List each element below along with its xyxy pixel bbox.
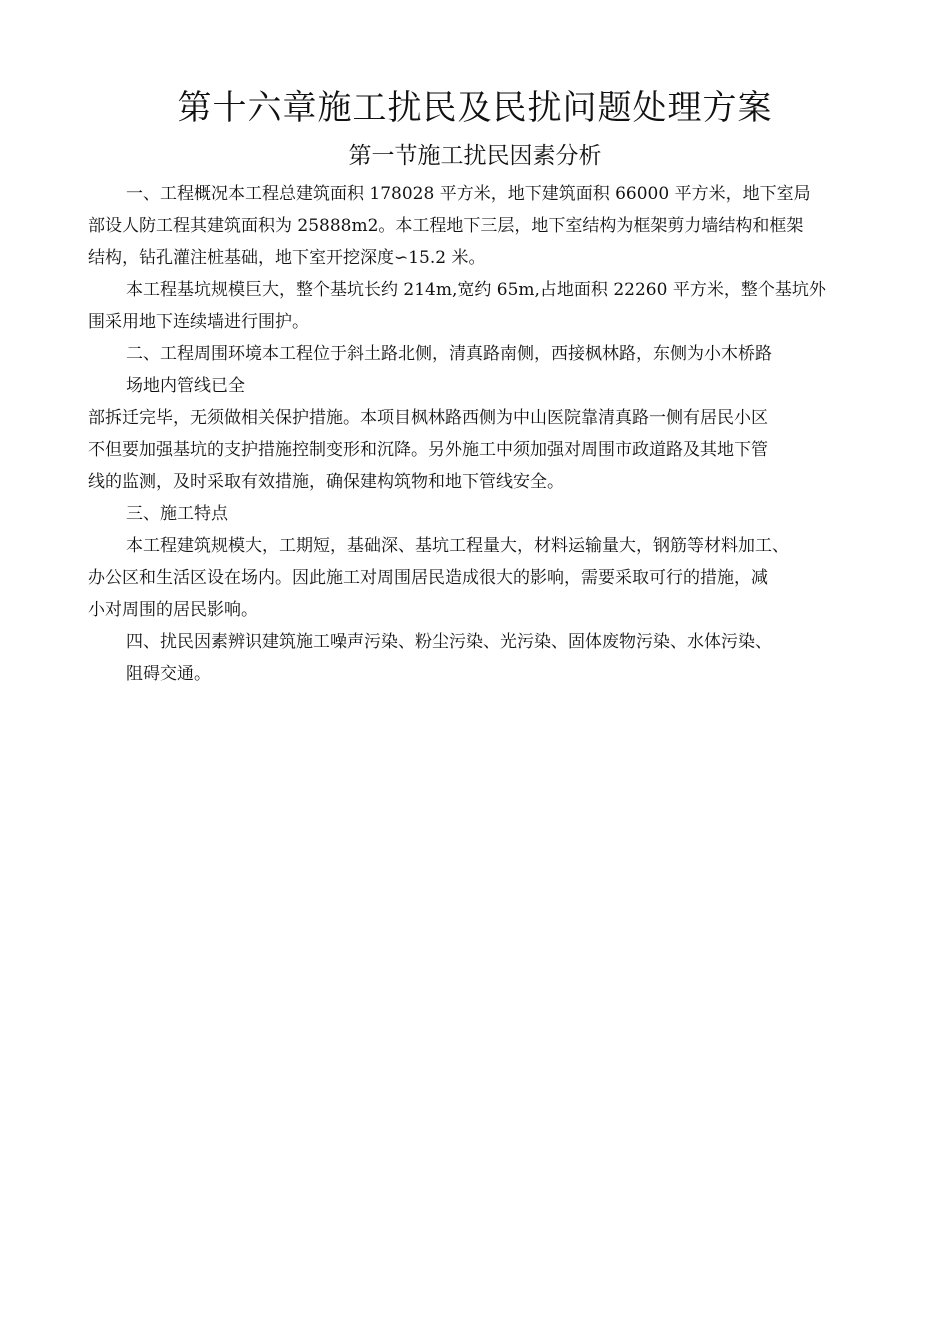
chapter-title: 第十六章施工扰民及民扰问题处理方案: [177, 88, 773, 128]
paragraph-project-overview: [88, 178, 872, 274]
document-body: [88, 178, 872, 690]
text-line: 办公区和生活区设在场内。因此施工对周围居民造成很大的影响，需要采取可行的措施，减: [88, 568, 768, 588]
paragraph-relocation: [88, 402, 872, 498]
text-line: 阻碍交通。: [126, 664, 211, 684]
paragraph-foundation-pit: [88, 274, 872, 338]
text-line: 本工程建筑规模大，工期短，基础深、基坑工程量大，材料运输量大，钢筋等材料加工、: [126, 536, 789, 556]
section-title: 第一节施工扰民因素分析: [348, 143, 602, 169]
text-line: 二、工程周围环境本工程位于斜土路北侧，清真路南侧，西接枫林路，东侧为小木桥路: [126, 344, 772, 364]
text-line: 结构，钻孔灌注桩基础，地下室开挖深度∽15.2 米。: [88, 248, 486, 268]
text-line: 三、施工特点: [126, 504, 228, 524]
text-line: 本工程基坑规模巨大，整个基坑长约 214m,宽约 65m,占地面积 22260 平方米，整个基坑外: [126, 280, 826, 300]
paragraph-disturbance-factors: [88, 626, 872, 690]
text-line: 场地内管线已全: [126, 376, 245, 396]
text-line: 线的监测，及时采取有效措施，确保建构筑物和地下管线安全。: [88, 472, 564, 492]
text-line: 一、工程概况本工程总建筑面积 178028 平方米，地下建筑面积 66000 平方米，地下室局: [126, 184, 811, 204]
text-line: 部拆迁完毕，无须做相关保护措施。本项目枫林路西侧为中山医院靠清真路一侧有居民小区: [88, 408, 768, 428]
text-line: 围采用地下连续墙进行围护。: [88, 312, 309, 332]
paragraph-construction-features: [88, 530, 872, 626]
text-line: 小对周围的居民影响。: [88, 600, 258, 620]
paragraph-construction-features-heading: [88, 498, 872, 530]
text-line: 部设人防工程其建筑面积为 25888m2。本工程地下三层，地下室结构为框架剪力墙结构和框架: [88, 216, 804, 236]
paragraph-surroundings: [88, 338, 872, 402]
text-line: 四、扰民因素辨识建筑施工噪声污染、粉尘污染、光污染、固体废物污染、水体污染、: [126, 632, 772, 652]
text-line: 不但要加强基坑的支护措施控制变形和沉降。另外施工中须加强对周围市政道路及其地下管: [88, 440, 768, 460]
